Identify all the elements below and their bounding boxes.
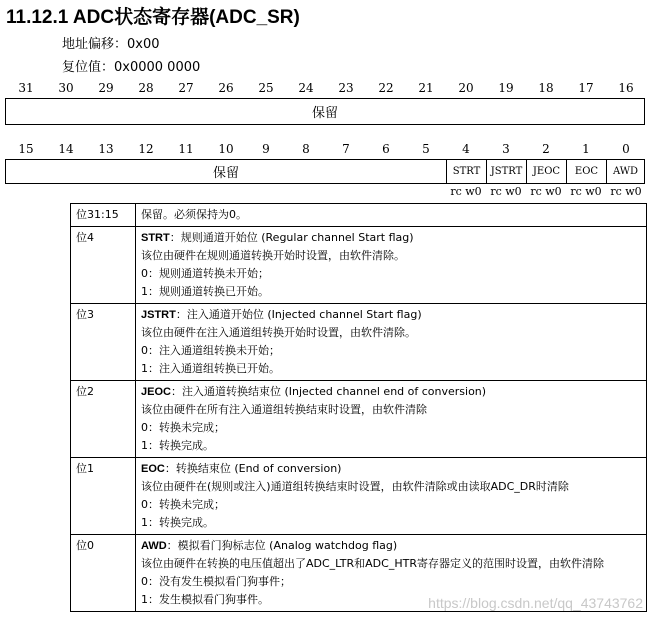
access-type: rc w0 [610, 185, 642, 198]
description-line: 0：规则通道转换未开始； [141, 267, 269, 280]
bit-number: 15 [18, 142, 34, 156]
bit-number: 10 [218, 142, 234, 156]
description-line: 保留。必须保持为0。 [141, 208, 247, 221]
description-line: 1：转换完成。 [141, 516, 214, 529]
bit-number: 30 [58, 81, 74, 95]
description-line: 该位由硬件在规则通道转换开始时设置，由软件清除。 [141, 249, 405, 262]
field-name: EOC [141, 463, 165, 475]
description-line: 该位由硬件在转换的电压值超出了ADC_LTR和ADC_HTR寄存器定义的范围时设置，由软件清除 [141, 557, 604, 570]
table-row [71, 304, 647, 381]
description-line: 该位由硬件在注入通道组转换开始时设置，由软件清除。 [141, 326, 416, 339]
field-name: STRT [141, 232, 170, 244]
reserved-field-lower: 保留 [212, 166, 239, 181]
bit-number: 23 [338, 81, 354, 95]
bit-number: 6 [382, 142, 390, 156]
reserved-field-upper: 保留 [311, 106, 338, 121]
bit-description [136, 458, 647, 535]
description-line: 0：转换未完成； [141, 421, 225, 434]
description-line: 1：注入通道组转换已开始。 [141, 362, 280, 375]
bit-position: 位31:15 [71, 204, 136, 227]
description-line: 该位由硬件在(规则或注入)通道组转换结束时设置，由软件清除或由读取ADC_DR时清除 [141, 480, 569, 493]
bit-position: 位1 [71, 458, 136, 535]
field-summary: ：注入通道转换结束位 (Injected channel end of conversion) [170, 385, 487, 398]
field-name: JSTRT [141, 309, 176, 321]
description-line: 1：发生模拟看门狗事件。 [141, 593, 269, 606]
section-title: 11.12.1 ADC状态寄存器(ADC_SR) [6, 7, 300, 28]
bit-description [136, 227, 647, 304]
bit-number: 31 [18, 81, 34, 95]
bit-position: 位2 [71, 381, 136, 458]
access-types [6, 185, 646, 199]
access-type: rc w0 [570, 185, 602, 198]
bit-number: 28 [138, 81, 154, 95]
bit-number: 2 [542, 142, 550, 156]
description-line: 0：注入通道组转换未开始； [141, 344, 280, 357]
bit-position: 位4 [71, 227, 136, 304]
description-line: 该位由硬件在所有注入通道组转换结束时设置，由软件清除 [141, 403, 427, 416]
description-line: 0：转换未完成； [141, 498, 225, 511]
bit-number: 3 [502, 142, 510, 156]
bit-number: 25 [258, 81, 274, 95]
field-strt: STRT [446, 160, 486, 183]
field-summary: ：规则通道开始位 (Regular channel Start flag) [169, 231, 414, 244]
watermark: https://blog.csdn.net/qq_43743762 [428, 595, 643, 611]
bit-number: 0 [622, 142, 630, 156]
bit-number: 4 [462, 142, 470, 156]
bit-number: 14 [58, 142, 74, 156]
reset-value: 复位值：0x0000 0000 [62, 60, 201, 75]
bit-number: 7 [342, 142, 350, 156]
description-line: 1：转换完成。 [141, 439, 214, 452]
address-offset: 地址偏移：0x00 [62, 37, 160, 52]
bit-number: 16 [618, 81, 634, 95]
bit-description-table [70, 203, 647, 612]
bit-position: 位3 [71, 304, 136, 381]
bit-number: 9 [262, 142, 270, 156]
bit-number: 27 [178, 81, 194, 95]
bit-description [136, 204, 647, 227]
bit-number: 21 [418, 81, 434, 95]
field-summary: ：模拟看门狗标志位 (Analog watchdog flag) [166, 539, 398, 552]
field-eoc: EOC [566, 160, 606, 183]
field-jstrt: JSTRT [486, 160, 526, 183]
bit-description [136, 304, 647, 381]
bit-description [136, 381, 647, 458]
table-row [71, 381, 647, 458]
access-type: rc w0 [490, 185, 522, 198]
bit-number: 11 [178, 142, 194, 156]
table-row [71, 227, 647, 304]
bit-number: 13 [98, 142, 114, 156]
table-row [71, 458, 647, 535]
bit-position: 位0 [71, 535, 136, 612]
bit-number: 29 [98, 81, 114, 95]
field-awd: AWD [606, 160, 644, 183]
bit-number: 17 [578, 81, 594, 95]
bit-number: 18 [538, 81, 554, 95]
bit-number: 26 [218, 81, 234, 95]
field-name: AWD [141, 540, 167, 552]
table-row [71, 204, 647, 227]
bit-number: 24 [298, 81, 314, 95]
upper-bit-numbers [6, 81, 646, 97]
bit-number: 20 [458, 81, 474, 95]
field-jeoc: JEOC [526, 160, 566, 183]
description-line: 1：规则通道转换已开始。 [141, 285, 269, 298]
register-lower-row [5, 159, 645, 184]
bit-number: 19 [498, 81, 514, 95]
bit-number: 12 [138, 142, 154, 156]
bit-number: 8 [302, 142, 310, 156]
field-summary: ：转换结束位 (End of conversion) [164, 462, 342, 475]
description-line: 0：没有发生模拟看门狗事件； [141, 575, 291, 588]
field-summary: ：注入通道开始位 (Injected channel Start flag) [175, 308, 422, 321]
bit-number: 22 [378, 81, 394, 95]
bit-number: 5 [422, 142, 430, 156]
lower-bit-numbers [6, 142, 646, 158]
bit-number: 1 [582, 142, 590, 156]
access-type: rc w0 [450, 185, 482, 198]
access-type: rc w0 [530, 185, 562, 198]
field-name: JEOC [141, 386, 171, 398]
register-upper-row [5, 98, 645, 125]
